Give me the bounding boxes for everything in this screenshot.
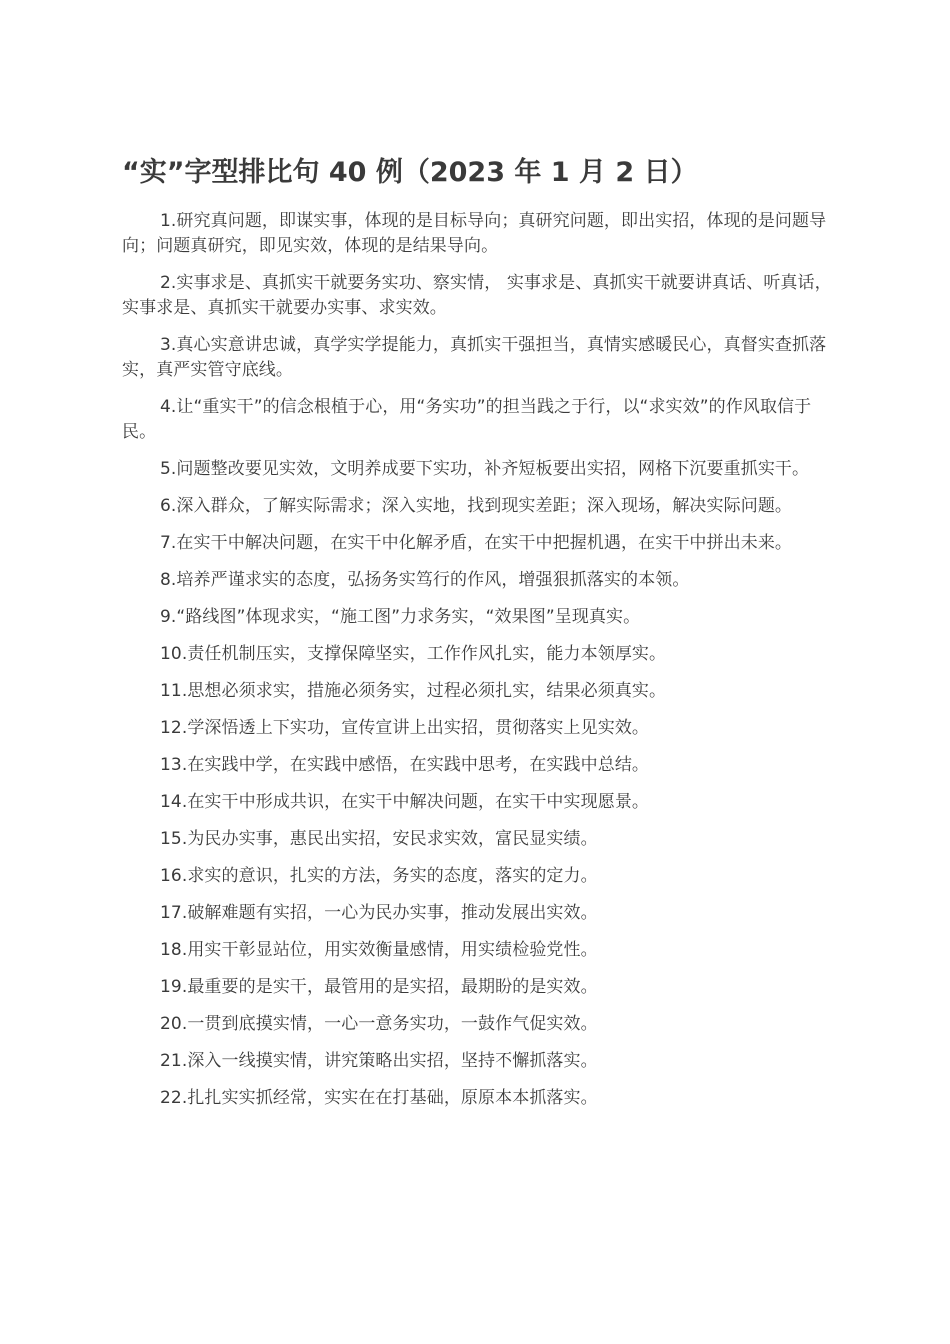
list-item: 16.求实的意识，扎实的方法，务实的态度，落实的定力。 [160, 866, 598, 886]
list-item: 6.深入群众，了解实际需求；深入实地，找到现实差距；深入现场，解决实际问题。 [160, 496, 793, 516]
list-item: 17.破解难题有实招，一心为民办实事，推动发展出实效。 [160, 903, 598, 923]
list-item: 1.研究真问题，即谋实事，体现的是目标导向；真研究问题，即出实招，体现的是问题导向；问题真研究，即见实效，体现的是结果导向。 [122, 211, 827, 256]
list-item: 20.一贯到底摸实情，一心一意务实功，一鼓作气促实效。 [160, 1014, 598, 1034]
document-title: “实”字型排比句 40 例（2023 年 1 月 2 日） [122, 157, 698, 188]
list-item: 11.思想必须求实，措施必须务实，过程必须扎实，结果必须真实。 [160, 681, 667, 701]
list-item: 8.培养严谨求实的态度，弘扬务实笃行的作风，增强狠抓落实的本领。 [160, 570, 690, 590]
list-item: 5.问题整改要见实效，文明养成要下实功，补齐短板要出实招，网格下沉要重抓实干。 [160, 459, 810, 479]
list-item: 13.在实践中学，在实践中感悟，在实践中思考，在实践中总结。 [160, 755, 650, 775]
list-item: 19.最重要的是实干，最管用的是实招，最期盼的是实效。 [160, 977, 598, 997]
list-item: 3.真心实意讲忠诚，真学实学提能力，真抓实干强担当，真情实感暖民心，真督实查抓落实，真严实管守底线。 [122, 335, 827, 380]
list-item: 15.为民办实事，惠民出实招，安民求实效，富民显实绩。 [160, 829, 598, 849]
list-item: 10.责任机制压实，支撑保障坚实，工作作风扎实，能力本领厚实。 [160, 644, 667, 664]
list-item: 21.深入一线摸实情，讲究策略出实招，坚持不懈抓落实。 [160, 1051, 598, 1071]
list-item: 2.实事求是、真抓实干就要务实功、察实情， 实事求是、真抓实干就要讲真话、听真话，实事求是、真抓实干就要办实事、求实效。 [122, 273, 832, 318]
list-item: 14.在实干中形成共识，在实干中解决问题，在实干中实现愿景。 [160, 792, 650, 812]
list-item: 7.在实干中解决问题，在实干中化解矛盾，在实干中把握机遇，在实干中拼出未来。 [160, 533, 793, 553]
list-item: 9.“路线图”体现求实，“施工图”力求务实，“效果图”呈现真实。 [160, 607, 641, 627]
list-item: 4.让“重实干”的信念根植于心，用“务实功”的担当践之于行，以“求实效”的作风取信于民。 [122, 397, 812, 442]
list-item: 18.用实干彰显站位，用实效衡量感情，用实绩检验党性。 [160, 940, 598, 960]
list-item: 12.学深悟透上下实功，宣传宣讲上出实招，贯彻落实上见实效。 [160, 718, 650, 738]
list-item: 22.扎扎实实抓经常，实实在在打基础，原原本本抓落实。 [160, 1088, 598, 1108]
item-list [122, 209, 838, 1123]
